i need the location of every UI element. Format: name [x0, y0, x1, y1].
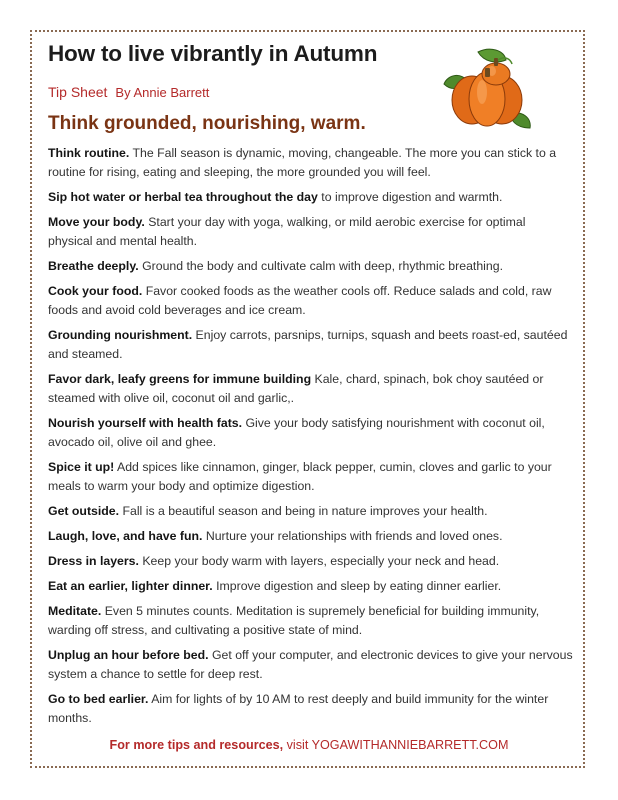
tip-heading: Get outside.: [48, 504, 120, 518]
tip-heading: Laugh, love, and have fun.: [48, 529, 203, 543]
tip-sheet-byline: [48, 84, 209, 100]
footer-lead: For more tips and resources,: [109, 738, 284, 752]
tip-heading: Breathe deeply.: [48, 259, 139, 273]
tip-text: Kale, chard, spinach, bok choy sautéed or steamed with olive oil, coconut oil and garlic,.: [48, 372, 544, 405]
website-link[interactable]: visit YOGAWITHANNIEBARRETT.COM: [286, 738, 509, 752]
tip-item: [48, 414, 573, 452]
tip-item: [48, 213, 573, 251]
leaf-top: [478, 49, 506, 62]
tip-heading: Go to bed earlier.: [48, 692, 149, 706]
tips-list: [48, 144, 573, 734]
tip-text: The Fall season is dynamic, moving, changeable. The more you can stick to a routine for rising, eating and sleeping, the more grounded you will feel.: [48, 146, 557, 179]
tip-item: [48, 527, 573, 546]
tip-item: [48, 552, 573, 571]
tip-heading: Sip hot water or herbal tea throughout the day: [48, 190, 318, 204]
tip-heading: Meditate.: [48, 604, 102, 618]
tip-item: [48, 326, 573, 364]
tip-text: Give your body satisfying nourishment with coconut oil, avocado oil, olive oil and ghee.: [48, 416, 545, 449]
tip-item: [48, 188, 573, 207]
page-title: How to live vibrantly in Autumn: [48, 41, 378, 66]
tip-item: [48, 502, 573, 521]
tip-item: [48, 458, 573, 496]
tip-text: Favor cooked foods as the weather cools off. Reduce salads and cold, raw foods and avoid cold beverages and ice cream.: [48, 284, 552, 317]
tip-text: Keep your body warm with layers, especially your neck and head.: [138, 554, 500, 568]
tip-heading: Grounding nourishment.: [48, 328, 193, 342]
tip-item: [48, 577, 573, 596]
tip-text: Add spices like cinnamon, ginger, black pepper, cumin, cloves and garlic to your meals to warm your body and optimize digestion.: [48, 460, 552, 493]
tip-item: [48, 370, 573, 408]
tip-heading: Eat an earlier, lighter dinner.: [48, 579, 213, 593]
tip-heading: Nourish yourself with health fats.: [48, 416, 243, 430]
tip-item: [48, 602, 573, 640]
tip-text: to improve digestion and warmth.: [317, 190, 503, 204]
pumpkin-illustration: [438, 44, 536, 136]
tip-heading: Favor dark, leafy greens for immune building: [48, 372, 312, 386]
tip-text: Fall is a beautiful season and being in nature improves your health.: [119, 504, 488, 518]
tip-text: Ground the body and cultivate calm with deep, rhythmic breathing.: [138, 259, 503, 273]
tip-heading: Cook your food.: [48, 284, 143, 298]
tip-item: [48, 144, 573, 182]
tip-item: [48, 282, 573, 320]
tip-text: Get off your computer, and electronic devices to give your nervous system a chance to settle for deep rest.: [48, 648, 573, 681]
tip-text: Nurture your relationships with friends and loved ones.: [202, 529, 503, 543]
author-byline: By Annie Barrett: [115, 85, 210, 100]
tip-heading: Move your body.: [48, 215, 145, 229]
tip-text: Aim for lights of by 10 AM to rest deeply and build immunity for the winter months.: [48, 692, 549, 725]
page-subtitle: Think grounded, nourishing, warm.: [48, 113, 366, 134]
tip-item: [48, 690, 573, 728]
tip-item: [48, 257, 573, 276]
footer-cta: [0, 738, 618, 752]
tip-heading: Unplug an hour before bed.: [48, 648, 209, 662]
tip-sheet-label: Tip Sheet: [48, 84, 108, 100]
tip-text: Even 5 minutes counts. Meditation is supremely beneficial for building immunity, warding off stress, and cultivating a positive state of mind.: [48, 604, 540, 637]
tip-heading: Spice it up!: [48, 460, 115, 474]
tip-heading: Think routine.: [48, 146, 130, 160]
tip-text: Improve digestion and sleep by eating dinner earlier.: [212, 579, 502, 593]
tip-item: [48, 646, 573, 684]
tip-text: Start your day with yoga, walking, or mild aerobic exercise for optimal physical and mental health.: [48, 215, 526, 248]
tip-heading: Dress in layers.: [48, 554, 139, 568]
tip-text: Enjoy carrots, parsnips, turnips, squash and beets roast-ed, sautéed and steamed.: [48, 328, 568, 361]
